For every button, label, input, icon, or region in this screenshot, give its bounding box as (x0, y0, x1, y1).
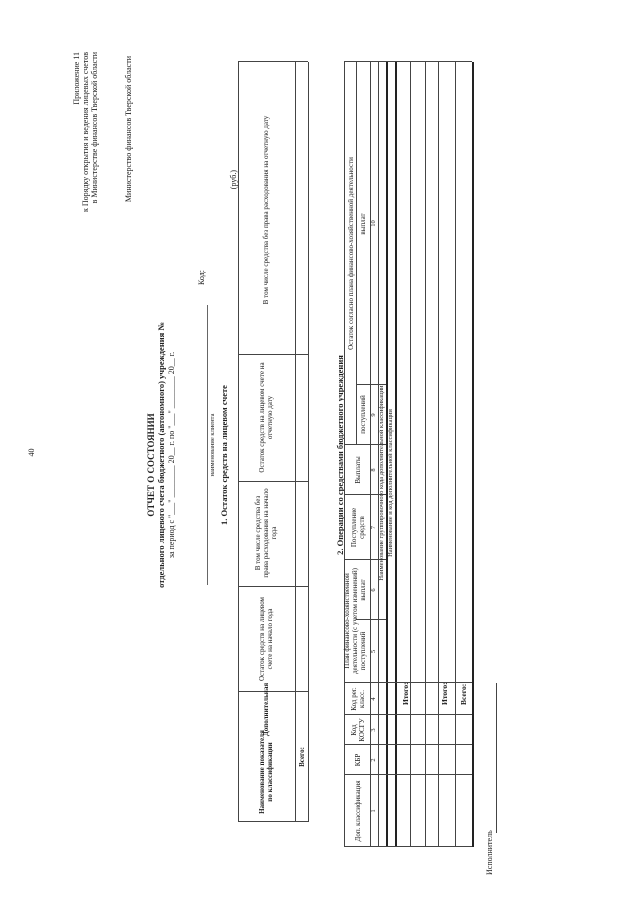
s2-header-kosgu: Код КОСГУ (349, 718, 366, 742)
client-name-caption: наименование клиента (209, 413, 216, 477)
s1-total-label: Всего: (297, 747, 306, 767)
s2-header-plan-vyplat: выплат (359, 579, 368, 601)
s2-header-ostatok: Остаток согласно плана финансово-хозяйственной деятельности (346, 157, 355, 350)
s2-header-postuplenie: Поступление средств (349, 507, 366, 548)
appendix-line-3: в Министерстве финансов Тверской области (90, 52, 99, 204)
col-num-2: 2 (370, 758, 378, 762)
col-num-5: 5 (370, 649, 378, 654)
col-num-9: 9 (370, 413, 378, 417)
s2-header-dop: Доп. классификация (353, 780, 362, 842)
s2-header-plan: План финансово-хозяйственной деятельности (с учетом изменений) (342, 567, 359, 675)
appendix-line-1: Приложение 11 (72, 52, 81, 105)
s2-header-ostatok-vyplat: выплат (359, 213, 368, 235)
col-num-6: 6 (370, 588, 378, 592)
ministry-name: Министерство финансов Тверской области (124, 56, 133, 203)
s1-header-indicator: Наименование показателя по классификации (257, 730, 274, 814)
group-code-label: Наименование группировочного кода дополнительной классификации (378, 385, 386, 581)
s1-header-end-restricted: В том числе средства без права расходования на отчетную дату (261, 115, 270, 305)
s2-header-vyplaty: Выплаты (353, 456, 362, 484)
s2-header-kodret: Код рег. класс. (349, 687, 366, 711)
s1-header-start-balance: Остаток средств на лицевом счете на начало года (257, 597, 274, 682)
itogo-2-label: Итого: (440, 682, 449, 705)
kod-label: Код: (197, 270, 206, 285)
col-num-8: 8 (370, 468, 378, 472)
col-num-4: 4 (370, 697, 378, 701)
col-num-1: 1 (370, 809, 378, 813)
s1-header-end-balance: Остаток средств на лицевом счете на отчетную дату (257, 362, 274, 473)
col-num-7: 7 (370, 525, 378, 530)
s1-header-start-restricted: В том числе средства без права расходования на начало года (253, 488, 279, 578)
page-number: 40 (27, 448, 36, 457)
report-subtitle: отдельного лицевого счета бюджетного (автономного) учреждения № (156, 322, 166, 588)
s2-header-ostatok-postupleniy: поступлений (359, 395, 368, 434)
report-title: ОТЧЕТ О СОСТОЯНИИ (146, 413, 156, 517)
client-name-line (207, 305, 208, 585)
section1-title: 1. Остаток средств на лицевом счете (219, 385, 229, 525)
col-num-10: 10 (370, 220, 378, 227)
vsego-label: Всего: (459, 683, 468, 705)
group-dop-label: Наименование и код дополнительной классификации (386, 409, 394, 557)
s1-header-dop: Дополнительная (261, 682, 270, 737)
ispolnitel-label: Исполнитель (485, 830, 494, 875)
s2-header-plan-postupleniy: поступлений (359, 631, 368, 671)
appendix-line-2: к Порядку открытия и ведения лицевых счетов (81, 52, 90, 213)
currency-label: (руб.) (229, 170, 238, 190)
ispolnitel-line (496, 683, 497, 833)
itogo-1-label: Итого: (401, 682, 410, 705)
col-num-3: 3 (370, 728, 378, 732)
section2-title: 2. Операции со средствами бюджетного учреждения (335, 355, 345, 555)
report-period: за период с "___" ________ 20__ г. по "___" ________ 20__ г. (167, 351, 176, 559)
s2-header-kbr: КБР (353, 753, 362, 767)
